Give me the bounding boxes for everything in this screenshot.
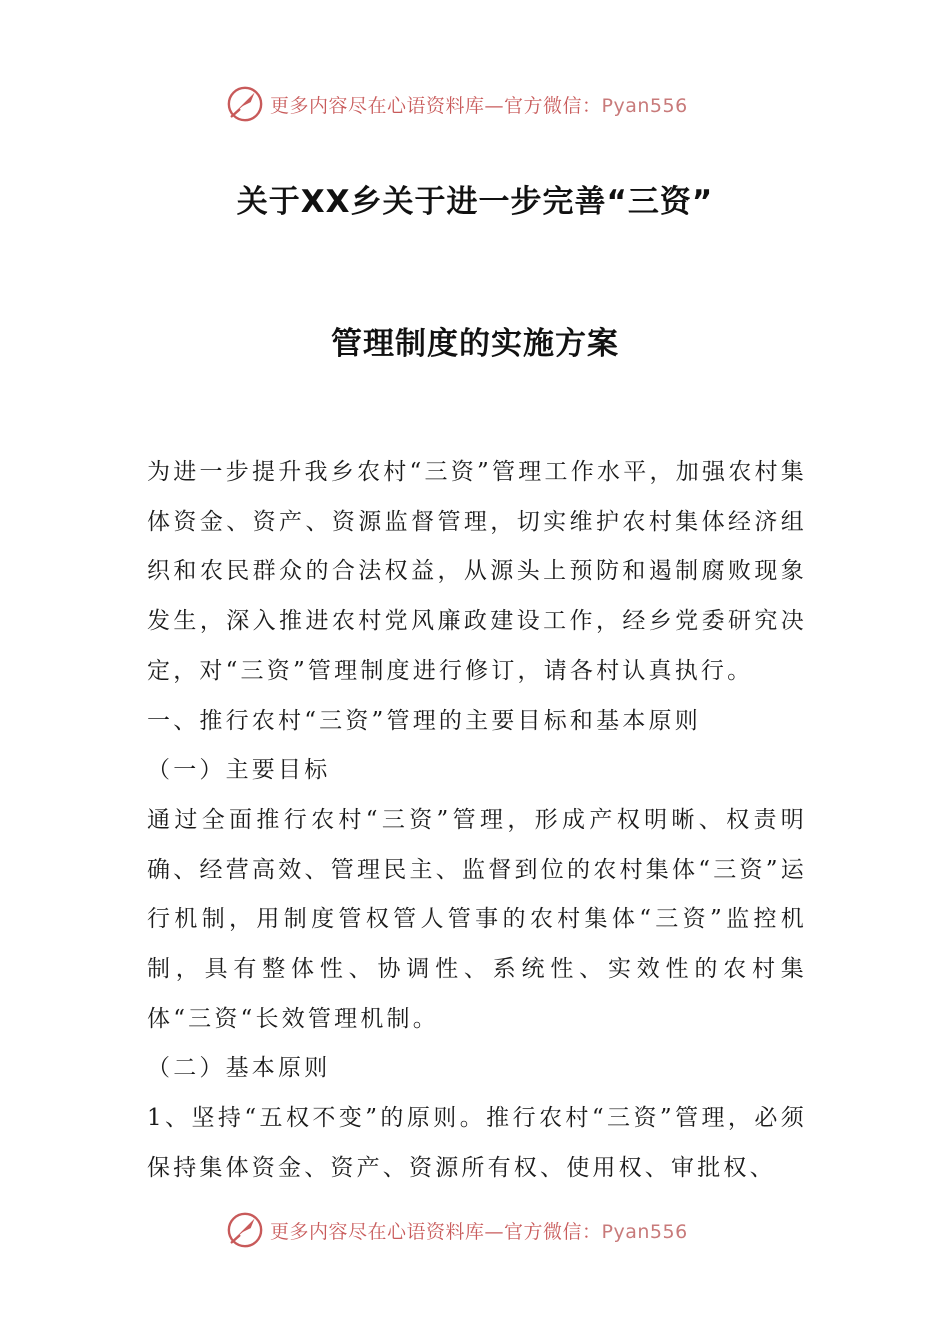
subsection-1-heading: （一）主要目标 [147, 757, 331, 784]
watermark-label: 更多内容尽在心语资料库—官方微信： [270, 94, 602, 117]
subsection-1-paragraph: 通过全面推行农村“三资”管理，形成产权明晰、权责明确、经营高效、管理民主、监督到位的农村集体“三资”运行机制，用制度管权管人管事的农村集体“三资”监控机制，具有整体性、协调性、系统性、实效性的农村集体“三资“长效管理机制。 [147, 806, 807, 1032]
watermark-banner-top [226, 84, 688, 124]
watermark-banner-bottom [226, 1210, 688, 1250]
intro-paragraph: 为进一步提升我乡农村“三资”管理工作水平，加强农村集体资金、资产、资源监督管理，切实维护农村集体经济组织和农民群众的合法权益，从源头上预防和遏制腐败现象发生，深入推进农村党风廉政建设工作，经乡党委研究决定，对“三资”管理制度进行修订，请各村认真执行。 [147, 459, 807, 684]
watermark-text [270, 1217, 688, 1244]
watermark-label: 更多内容尽在心语资料库—官方微信： [270, 1220, 602, 1243]
wechat-id: Pyan556 [601, 1220, 688, 1243]
document-body [147, 448, 807, 1194]
document-title-line-1: 关于XX乡关于进一步完善“三资” [236, 184, 714, 220]
subsection-2-heading: （二）基本原则 [147, 1055, 331, 1082]
wechat-id: Pyan556 [601, 94, 688, 117]
section-1-heading: 一、推行农村“三资”管理的主要目标和基本原则 [147, 707, 701, 734]
quill-logo-icon [226, 85, 264, 123]
watermark-text [270, 91, 688, 118]
quill-logo-icon [226, 1211, 264, 1249]
document-title-line-2: 管理制度的实施方案 [331, 326, 619, 362]
principle-1-paragraph: 1、坚持“五权不变”的原则。推行农村“三资”管理，必须保持集体资金、资产、资源所有权、使用权、审批权、 [147, 1105, 807, 1181]
